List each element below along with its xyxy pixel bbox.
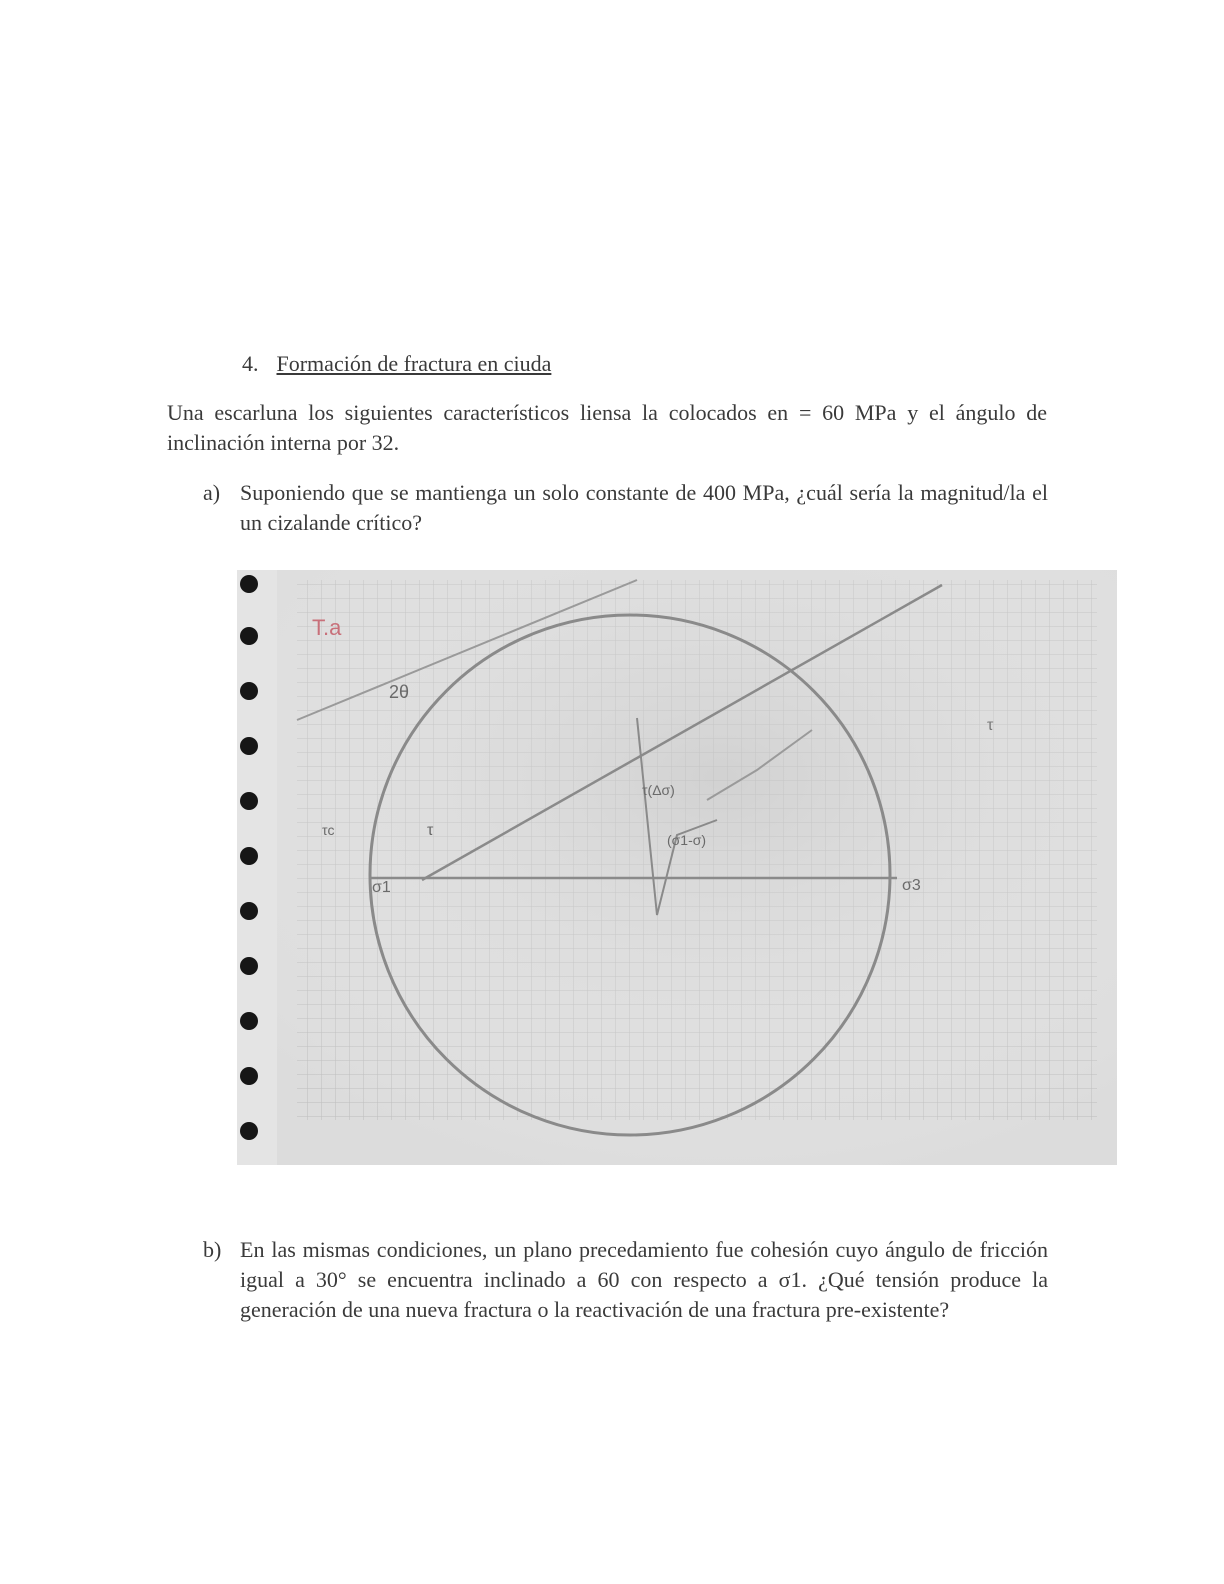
- annotation-7: τ: [987, 717, 994, 734]
- notebook-hole: [240, 627, 258, 645]
- annotation-4: τ(Δσ): [642, 782, 675, 798]
- notebook-hole: [240, 1122, 258, 1140]
- question-b: [203, 1235, 1048, 1325]
- notebook-hole: [240, 1012, 258, 1030]
- page-tag: T.a: [312, 615, 342, 640]
- question-a-text: Suponiendo que se mantienga un solo constante de 400 MPa, ¿cuál sería la magnitud/la el un cizalande crítico?: [240, 480, 1048, 535]
- question-a: [203, 478, 1048, 538]
- intro-paragraph: Una escarluna los siguientes característicos liensa la colocados en = 60 MPa y el ángulo de inclinación interna por 32.: [167, 400, 1047, 455]
- section-heading: [242, 350, 551, 378]
- notebook-hole: [240, 902, 258, 920]
- notebook-hole: [240, 575, 258, 593]
- notebook-hole: [240, 1067, 258, 1085]
- section-number: 4.: [242, 351, 259, 376]
- annotation-2: τ: [427, 822, 434, 839]
- notebook-hole: [240, 847, 258, 865]
- notebook-hole: [240, 682, 258, 700]
- mohr-circle-photo: [237, 570, 1117, 1165]
- question-a-label: a): [203, 480, 221, 505]
- question-b-label: b): [203, 1237, 222, 1262]
- annotation-5: σ3: [902, 877, 921, 894]
- notebook-hole: [240, 792, 258, 810]
- annotation-8: τc: [322, 822, 335, 838]
- mohr-circle-sketch: [237, 570, 1117, 1165]
- notebook-hole: [240, 737, 258, 755]
- annotation-6: (σ1-σ): [667, 832, 707, 848]
- annotation-3: σ1: [372, 879, 391, 896]
- question-b-text: En las mismas condiciones, un plano precedamiento fue cohesión cuyo ángulo de fricción igual a 30° se encuentra inclinado a 60 con respecto a σ1. ¿Qué tensión produce la generación de una nueva fractura o la reactivación de una fractura pre-existente?: [240, 1237, 1048, 1322]
- annotation-1: 2θ: [389, 682, 410, 702]
- notebook-hole: [240, 957, 258, 975]
- section-title: Formación de fractura en ciuda: [276, 351, 552, 376]
